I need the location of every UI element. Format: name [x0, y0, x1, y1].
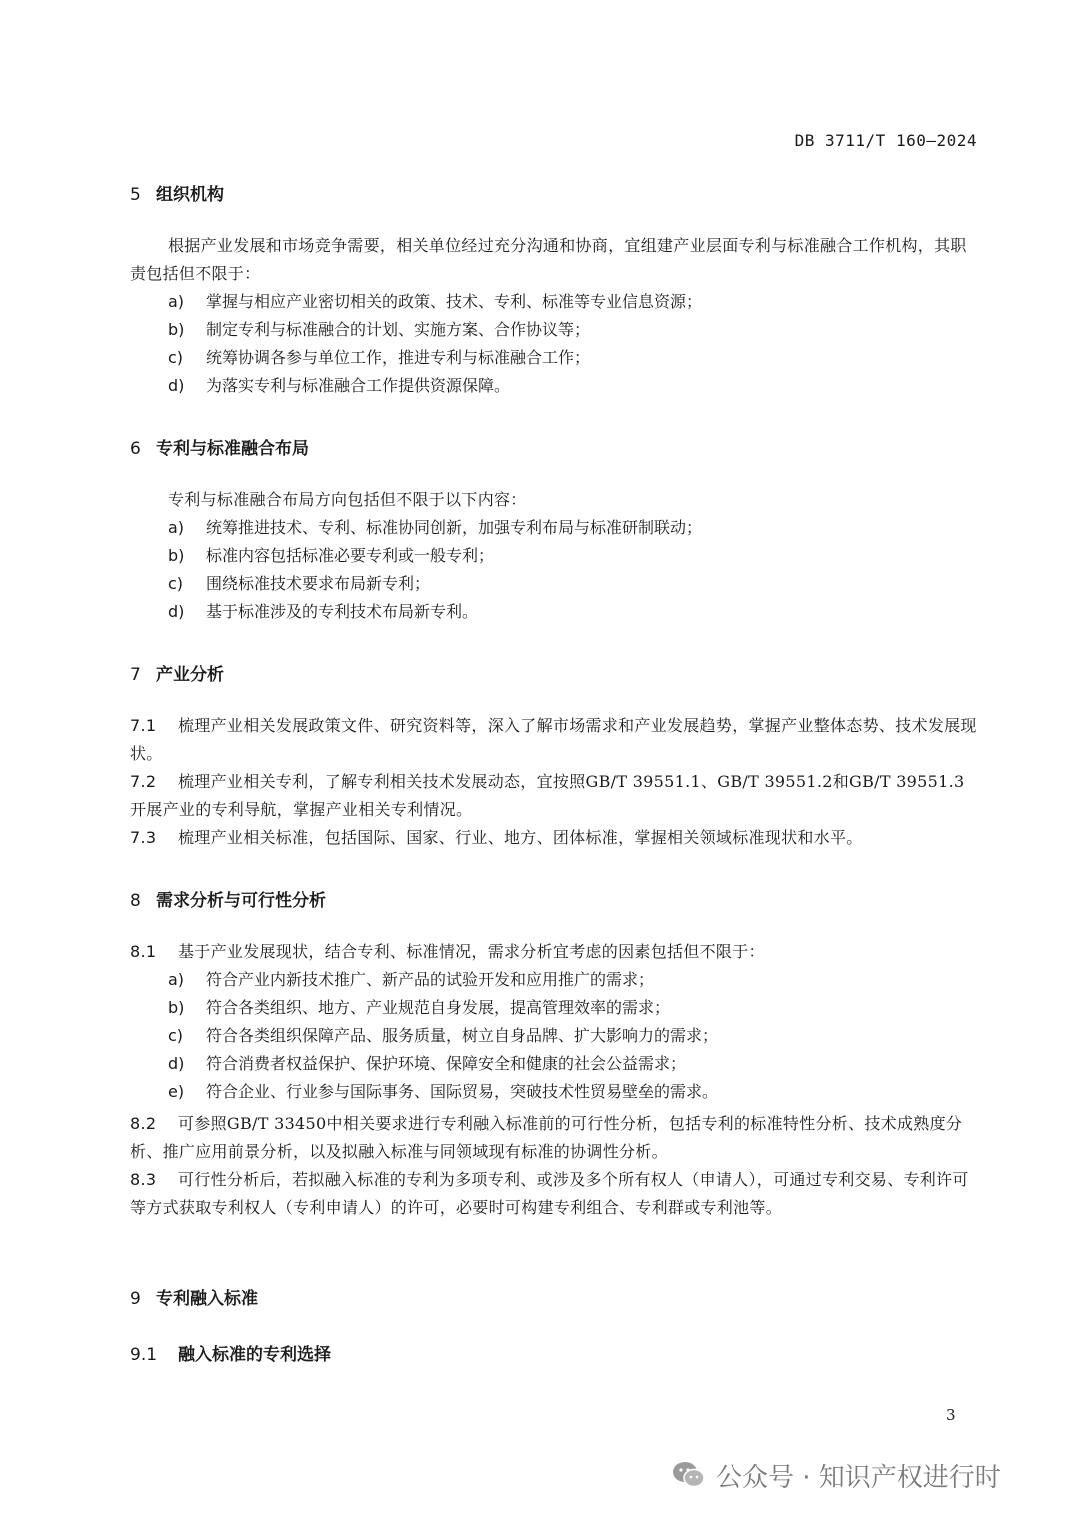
section-7-heading: [130, 660, 224, 685]
section-title: 需求分析与可行性分析: [156, 891, 326, 911]
section-number: 7: [130, 665, 141, 685]
footer-source: [672, 1455, 1001, 1495]
list-item: c) 围绕标准技术要求布局新专利；: [168, 574, 431, 593]
section-title: 专利与标准融合布局: [156, 439, 309, 459]
list-item: b) 符合各类组织、地方、产业规范自身发展，提高管理效率的需求；: [168, 998, 671, 1017]
section-5-heading: [130, 180, 224, 205]
clause-8-1: 8.1 基于产业发展现状，结合专利、标准情况，需求分析宜考虑的因素包括但不限于：: [130, 942, 765, 961]
section-8-heading: [130, 886, 326, 911]
section-number: 8: [130, 891, 141, 911]
document-code: DB 3711/T 160—2024: [794, 131, 977, 150]
list-item: a) 统筹推进技术、专利、标准协同创新，加强专利布局与标准研制联动；: [168, 518, 703, 537]
section-6-heading: [130, 434, 309, 459]
page-number: 3: [946, 1406, 956, 1424]
clause-7-2: 7.2 梳理产业相关专利，了解专利相关技术发展动态，宜按照GB/T 39551.1、GB/T 39551.2和GB/T 39551.3开展产业的专利导航，掌握产业相关专利情况。: [130, 772, 965, 819]
list-item: d) 符合消费者权益保护、保护环境、保障安全和健康的社会公益需求；: [168, 1054, 687, 1073]
list-item: d) 为落实专利与标准融合工作提供资源保障。: [168, 376, 511, 395]
clause-8-2: 8.2 可参照GB/T 33450中相关要求进行专利融入标准前的可行性分析，包括专利的标准特性分析、技术成熟度分析、推广应用前景分析，以及拟融入标准与同领域现有标准的协调性分析。: [130, 1114, 963, 1161]
section-9-heading: [130, 1284, 258, 1309]
section-6-intro: 专利与标准融合布局方向包括但不限于以下内容：: [168, 490, 527, 509]
section-title: 组织机构: [156, 185, 224, 205]
list-item: d) 基于标准涉及的专利技术布局新专利。: [168, 602, 479, 621]
clause-9-1-heading: [130, 1340, 331, 1365]
section-number: 5: [130, 185, 141, 205]
clause-number: 9.1: [130, 1345, 158, 1365]
section-5-intro: 根据产业发展和市场竞争需要，相关单位经过充分沟通和协商，宜组建产业层面专利与标准融合工作机构，其职责包括但不限于：: [130, 236, 967, 283]
list-item: c) 统筹协调各参与单位工作，推进专利与标准融合工作；: [168, 348, 591, 367]
clause-title: 融入标准的专利选择: [178, 1345, 331, 1365]
list-item: b) 制定专利与标准融合的计划、实施方案、合作协议等；: [168, 320, 591, 339]
footer-text: 公众号 · 知识产权进行时: [716, 1462, 1001, 1493]
section-title: 产业分析: [156, 665, 224, 685]
section-title: 专利融入标准: [156, 1289, 258, 1309]
section-number: 6: [130, 439, 141, 459]
list-item: c) 符合各类组织保障产品、服务质量，树立自身品牌、扩大影响力的需求；: [168, 1026, 719, 1045]
section-number: 9: [130, 1289, 141, 1309]
list-item: a) 符合产业内新技术推广、新产品的试验开发和应用推广的需求；: [168, 970, 655, 989]
list-item: e) 符合企业、行业参与国际事务、国际贸易，突破技术性贸易壁垒的需求。: [168, 1082, 719, 1101]
clause-8-3: 8.3 可行性分析后，若拟融入标准的专利为多项专利、或涉及多个所有权人（申请人），可通过专利交易、专利许可等方式获取专利权人（专利申请人）的许可，必要时可构建专利组合、专利群或专利池等。: [130, 1170, 969, 1217]
wechat-icon: [672, 1460, 706, 1490]
list-item: b) 标准内容包括标准必要专利或一般专利；: [168, 546, 495, 565]
list-item: a) 掌握与相应产业密切相关的政策、技术、专利、标准等专业信息资源；: [168, 292, 703, 311]
clause-7-3: 7.3 梳理产业相关标准，包括国际、国家、行业、地方、团体标准，掌握相关领域标准现状和水平。: [130, 828, 863, 847]
clause-7-1: 7.1 梳理产业相关发展政策文件、研究资料等，深入了解市场需求和产业发展趋势，掌握产业整体态势、技术发展现状。: [130, 716, 977, 763]
